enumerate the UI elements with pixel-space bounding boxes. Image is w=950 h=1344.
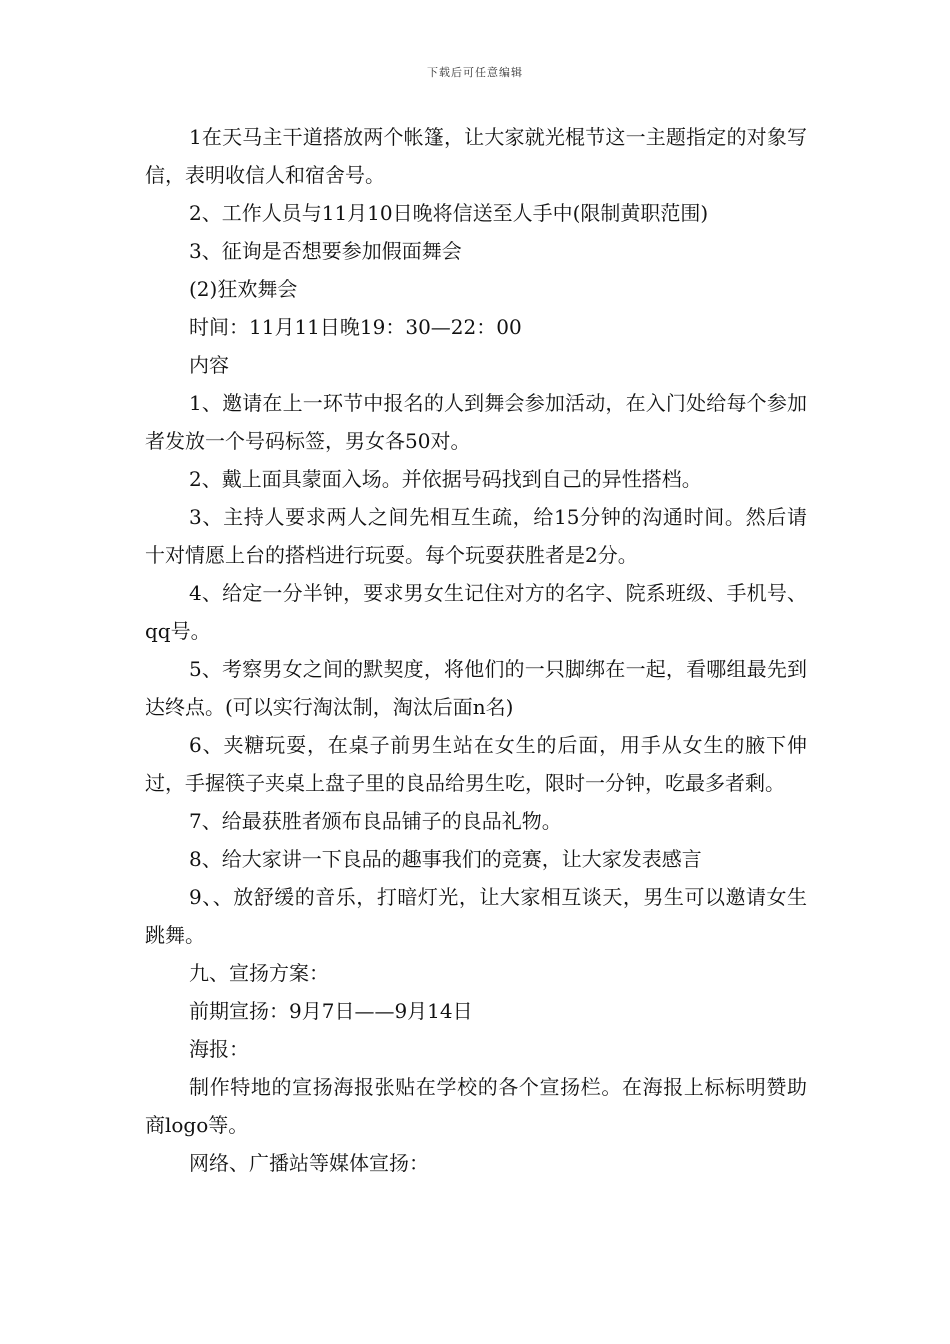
paragraph: 5、考察男女之间的默契度，将他们的一只脚绑在一起，看哪组最先到达终点。(可以实行淘汰制，淘汰后面n名) bbox=[145, 657, 807, 719]
paragraph: 3、主持人要求两人之间先相互生疏，给15分钟的沟通时间。然后请十对情愿上台的搭档进行玩耍。每个玩耍获胜者是2分。 bbox=[145, 505, 807, 567]
paragraph: 九、宣扬方案： bbox=[189, 961, 329, 985]
paragraph: 2、工作人员与11月10日晚将信送至人手中(限制黄职范围) bbox=[189, 201, 709, 225]
paragraph: 时间：11月11日晚19：30—22：00 bbox=[189, 315, 522, 339]
paragraph: 4、给定一分半钟，要求男女生记住对方的名字、院系班级、手机号、qq号。 bbox=[145, 581, 807, 643]
paragraph: 网络、广播站等媒体宣扬： bbox=[189, 1151, 429, 1175]
paragraph: 8、给大家讲一下良品的趣事我们的竞赛，让大家发表感言 bbox=[189, 847, 702, 871]
paragraph: 7、给最获胜者颁布良品铺子的良品礼物。 bbox=[189, 809, 562, 833]
paragraph: 6、夹糖玩耍，在桌子前男生站在女生的后面，用手从女生的腋下伸过，手握筷子夹桌上盘子里的良品给男生吃，限时一分钟，吃最多者剩。 bbox=[145, 733, 807, 795]
paragraph: 2、戴上面具蒙面入场。并依据号码找到自己的异性搭档。 bbox=[189, 467, 702, 491]
paragraph: 前期宣扬：9月7日——9月14日 bbox=[189, 999, 473, 1023]
page-header-note: 下载后可任意编辑 bbox=[427, 66, 523, 79]
paragraph: 制作特地的宣扬海报张贴在学校的各个宣扬栏。在海报上标标明赞助商logo等。 bbox=[145, 1075, 807, 1137]
paragraph: 内容 bbox=[189, 353, 229, 377]
paragraph: 3、征询是否想要参加假面舞会 bbox=[189, 239, 462, 263]
paragraph: 9、、放舒缓的音乐，打暗灯光，让大家相互谈天，男生可以邀请女生跳舞。 bbox=[145, 885, 807, 947]
document-body bbox=[145, 118, 807, 1182]
paragraph: 1在天马主干道搭放两个帐篷，让大家就光棍节这一主题指定的对象写信，表明收信人和宿舍号。 bbox=[145, 125, 807, 187]
paragraph: (2)狂欢舞会 bbox=[189, 277, 298, 301]
paragraph: 1、邀请在上一环节中报名的人到舞会参加活动，在入门处给每个参加者发放一个号码标签，男女各50对。 bbox=[145, 391, 807, 453]
paragraph: 海报： bbox=[189, 1037, 249, 1061]
